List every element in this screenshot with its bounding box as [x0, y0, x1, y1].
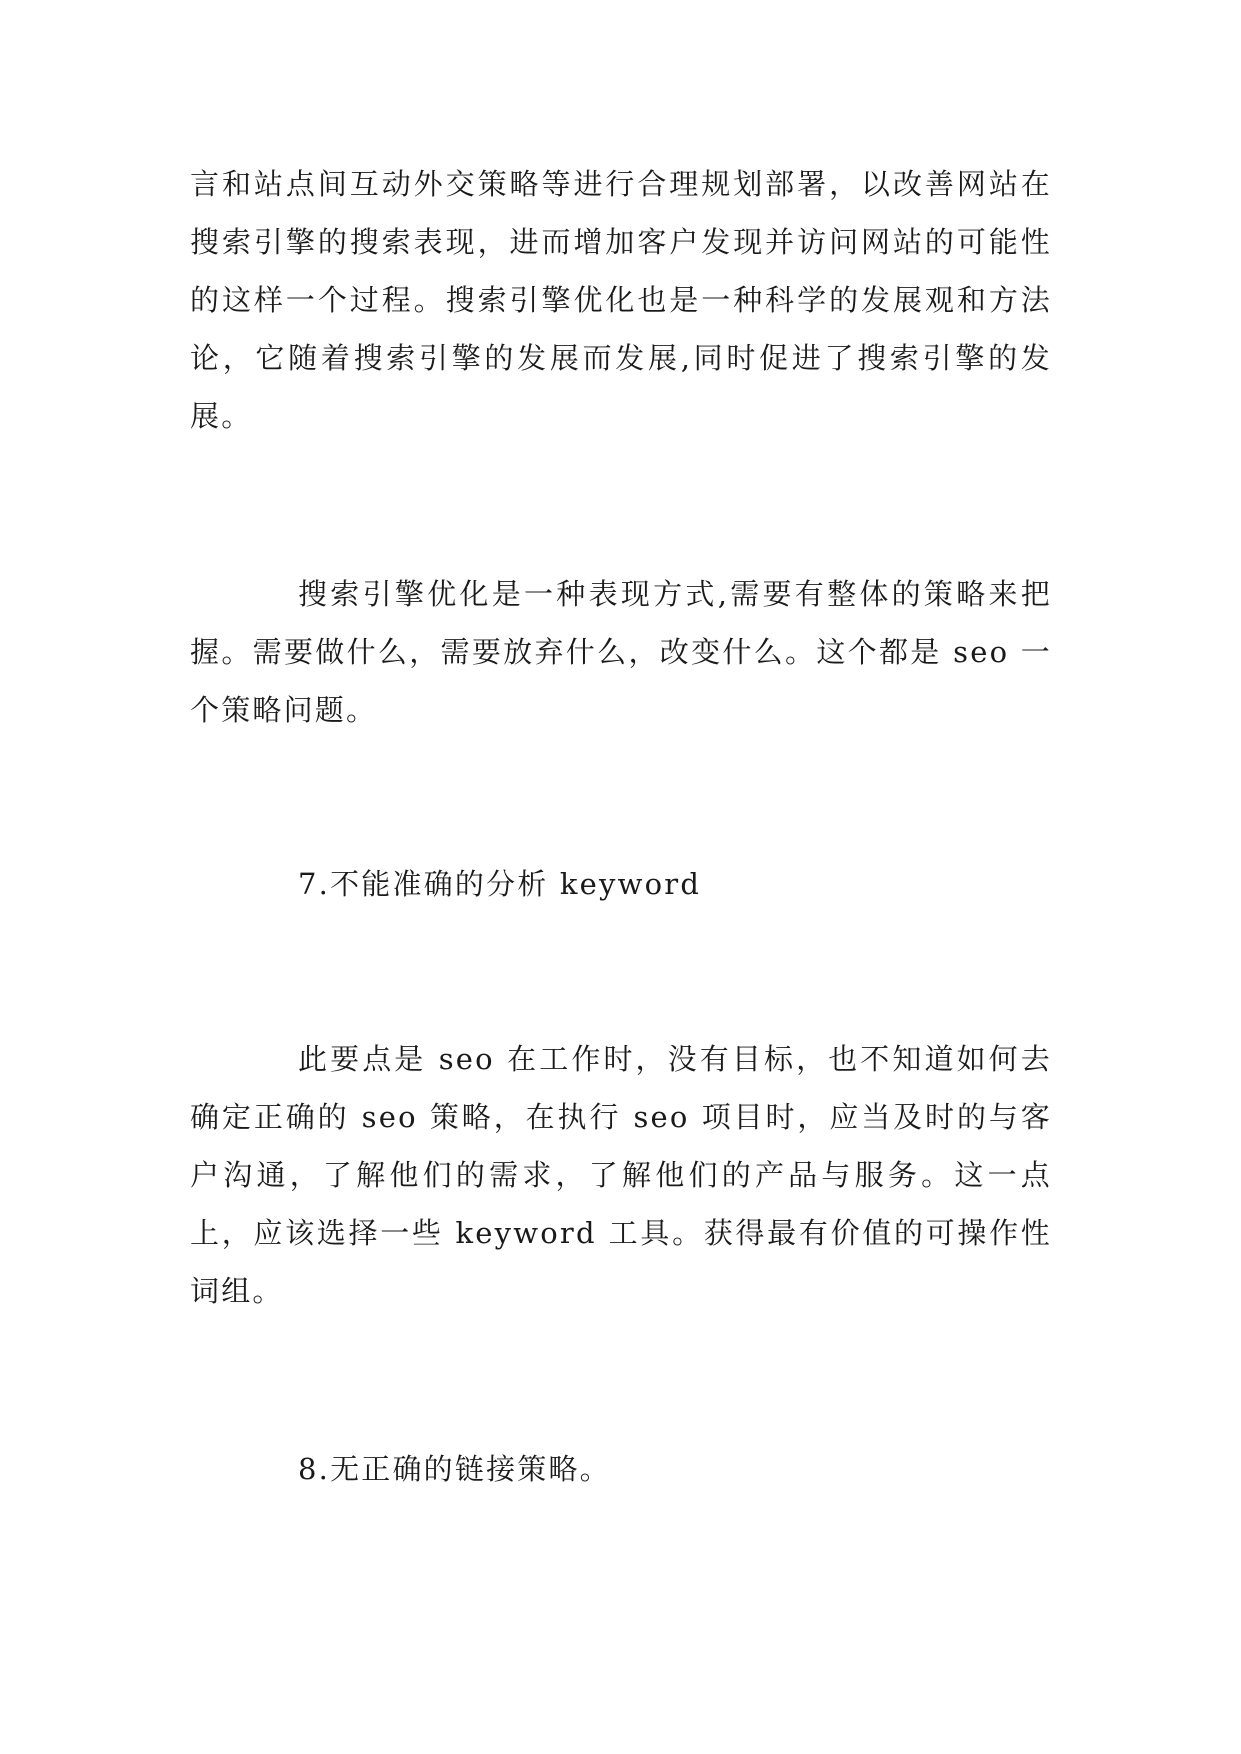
paragraph-seo-strategy: 搜索引擎优化是一种表现方式,需要有整体的策略来把握。需要做什么，需要放弃什么，改变什么。这个都是 seo 一个策略问题。: [190, 577, 1052, 727]
section-heading-7: 7.不能准确的分析 keyword: [298, 867, 702, 901]
paragraph-keyword-analysis: 此要点是 seo 在工作时，没有目标，也不知道如何去确定正确的 seo 策略，在执行 seo 项目时，应当及时的与客户沟通，了解他们的需求，了解他们的产品与服务。这一点上，应该选择一些 keyword 工具。获得最有价值的可操作性词组。: [190, 1042, 1052, 1308]
section-heading-8: 8.无正确的链接策略。: [298, 1452, 611, 1486]
paragraph-seo-definition-continued: 言和站点间互动外交策略等进行合理规划部署，以改善网站在搜索引擎的搜索表现，进而增加客户发现并访问网站的可能性的这样一个过程。搜索引擎优化也是一种科学的发展观和方法论，它随着搜索引擎的发展而发展,同时促进了搜索引擎的发展。: [190, 167, 1052, 433]
